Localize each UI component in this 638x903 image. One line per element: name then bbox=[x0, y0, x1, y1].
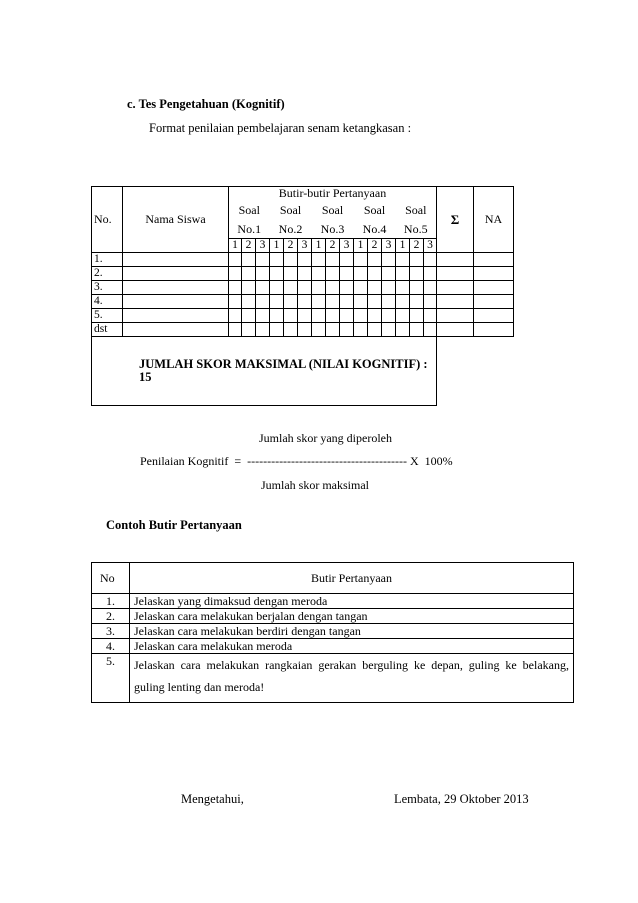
score-cell bbox=[424, 323, 437, 337]
blank-corner bbox=[437, 337, 514, 406]
score-cell bbox=[242, 253, 256, 267]
score-cell bbox=[326, 309, 340, 323]
score-cell bbox=[298, 281, 312, 295]
score-cell bbox=[382, 267, 396, 281]
score-cell bbox=[474, 295, 514, 309]
soal-5-label: Soal bbox=[396, 201, 437, 221]
formula-line bbox=[140, 454, 453, 469]
score-cell bbox=[123, 295, 229, 309]
score-cell bbox=[298, 295, 312, 309]
section-heading: c. Tes Pengetahuan (Kognitif) bbox=[127, 97, 285, 111]
score-cell bbox=[340, 267, 354, 281]
soal-1-number: No.1 bbox=[229, 221, 270, 239]
score-cell bbox=[396, 295, 410, 309]
footer-left: Mengetahui, bbox=[181, 792, 244, 806]
score-cell bbox=[437, 323, 474, 337]
table-row bbox=[92, 281, 514, 295]
score-cell bbox=[396, 323, 410, 337]
formula-denominator: Jumlah skor maksimal bbox=[261, 478, 369, 492]
score-cell bbox=[437, 309, 474, 323]
score-cell bbox=[312, 281, 326, 295]
score-cell bbox=[298, 323, 312, 337]
score-cell bbox=[256, 253, 270, 267]
score-cell bbox=[123, 281, 229, 295]
score-cell bbox=[123, 309, 229, 323]
row-number: dst bbox=[92, 323, 123, 337]
question-text: Jelaskan cara melakukan berdiri dengan tangan bbox=[130, 624, 574, 639]
question-row bbox=[92, 639, 574, 654]
subcol-label: 1 bbox=[354, 239, 368, 253]
assessment-table bbox=[91, 186, 514, 406]
score-cell bbox=[354, 309, 368, 323]
row-number: 3. bbox=[92, 281, 123, 295]
score-cell bbox=[326, 253, 340, 267]
score-cell bbox=[284, 323, 298, 337]
score-cell bbox=[368, 323, 382, 337]
question-row bbox=[92, 594, 574, 609]
subcol-label: 2 bbox=[326, 239, 340, 253]
score-cell bbox=[396, 309, 410, 323]
student-rows bbox=[92, 253, 514, 337]
score-cell bbox=[340, 309, 354, 323]
score-cell bbox=[354, 253, 368, 267]
score-cell bbox=[382, 253, 396, 267]
score-cell bbox=[312, 295, 326, 309]
score-cell bbox=[424, 267, 437, 281]
subcol-label: 1 bbox=[312, 239, 326, 253]
score-cell bbox=[368, 295, 382, 309]
subcol-label: 3 bbox=[256, 239, 270, 253]
question-row bbox=[92, 624, 574, 639]
question-number: 3. bbox=[92, 624, 130, 639]
score-cell bbox=[354, 295, 368, 309]
score-cell bbox=[242, 295, 256, 309]
soal-1-label: Soal bbox=[229, 201, 270, 221]
score-cell bbox=[284, 253, 298, 267]
score-cell bbox=[229, 295, 242, 309]
subcol-label: 2 bbox=[242, 239, 256, 253]
score-cell bbox=[123, 267, 229, 281]
score-cell bbox=[340, 281, 354, 295]
score-cell bbox=[437, 295, 474, 309]
subcol-label: 3 bbox=[424, 239, 437, 253]
score-cell bbox=[474, 309, 514, 323]
question-rows bbox=[92, 594, 574, 703]
score-cell bbox=[326, 267, 340, 281]
question-number: 4. bbox=[92, 639, 130, 654]
score-cell bbox=[410, 281, 424, 295]
score-cell bbox=[256, 295, 270, 309]
score-cell bbox=[123, 253, 229, 267]
question-text: Jelaskan cara melakukan rangkaian gerakan berguling ke depan, guling ke belakang, guling lenting dan meroda! bbox=[130, 654, 574, 703]
score-cell bbox=[424, 309, 437, 323]
score-cell bbox=[229, 323, 242, 337]
question-number: 2. bbox=[92, 609, 130, 624]
score-cell bbox=[284, 281, 298, 295]
score-cell bbox=[298, 267, 312, 281]
score-cell bbox=[474, 323, 514, 337]
score-cell bbox=[354, 267, 368, 281]
score-cell bbox=[368, 267, 382, 281]
question-number: 5. bbox=[92, 654, 130, 703]
subcol-label: 3 bbox=[340, 239, 354, 253]
table-row bbox=[92, 295, 514, 309]
score-cell bbox=[424, 295, 437, 309]
score-cell bbox=[312, 267, 326, 281]
score-cell bbox=[312, 323, 326, 337]
formula-numerator: Jumlah skor yang diperoleh bbox=[259, 431, 392, 445]
score-cell bbox=[410, 267, 424, 281]
score-cell bbox=[256, 281, 270, 295]
subcol-label: 2 bbox=[368, 239, 382, 253]
subcol-label: 3 bbox=[298, 239, 312, 253]
score-cell bbox=[410, 309, 424, 323]
q-col-question: Butir Pertanyaan bbox=[130, 563, 574, 594]
score-cell bbox=[368, 309, 382, 323]
score-cell bbox=[229, 267, 242, 281]
subcol-label: 1 bbox=[396, 239, 410, 253]
col-no-header: No. bbox=[92, 187, 123, 253]
soal-2-number: No.2 bbox=[270, 221, 312, 239]
score-cell bbox=[437, 267, 474, 281]
subcol-label: 2 bbox=[284, 239, 298, 253]
sigma-header: Σ bbox=[437, 187, 474, 253]
score-cell bbox=[382, 309, 396, 323]
row-number: 1. bbox=[92, 253, 123, 267]
score-cell bbox=[229, 253, 242, 267]
score-cell bbox=[354, 281, 368, 295]
score-cell bbox=[270, 309, 284, 323]
score-cell bbox=[340, 253, 354, 267]
soal-2-label: Soal bbox=[279, 203, 302, 217]
examples-title: Contoh Butir Pertanyaan bbox=[106, 518, 242, 532]
score-cell bbox=[474, 253, 514, 267]
score-cell bbox=[437, 281, 474, 295]
na-header: NA bbox=[474, 187, 514, 253]
score-cell bbox=[312, 253, 326, 267]
max-score-note: JUMLAH SKOR MAKSIMAL (NILAI KOGNITIF) : 15 bbox=[92, 337, 437, 406]
question-row bbox=[92, 609, 574, 624]
score-cell bbox=[437, 253, 474, 267]
formula-dashes: ---------------------------------------- bbox=[247, 454, 407, 468]
soal-4-number: No.4 bbox=[354, 221, 396, 239]
subcol-label: 1 bbox=[270, 239, 284, 253]
score-cell bbox=[270, 267, 284, 281]
q-col-no: No bbox=[92, 563, 130, 594]
score-cell bbox=[270, 323, 284, 337]
subcol-label: 3 bbox=[382, 239, 396, 253]
score-cell bbox=[242, 309, 256, 323]
subcol-label: 2 bbox=[410, 239, 424, 253]
score-cell bbox=[474, 267, 514, 281]
score-cell bbox=[368, 281, 382, 295]
score-cell bbox=[396, 281, 410, 295]
score-cell bbox=[284, 267, 298, 281]
question-text: Jelaskan yang dimaksud dengan meroda bbox=[130, 594, 574, 609]
soal-3-label: Soal bbox=[321, 203, 344, 217]
score-cell bbox=[256, 267, 270, 281]
col-name-header: Nama Siswa bbox=[123, 187, 229, 253]
score-cell bbox=[410, 323, 424, 337]
score-cell bbox=[284, 295, 298, 309]
score-cell bbox=[312, 309, 326, 323]
score-cell bbox=[326, 323, 340, 337]
score-cell bbox=[256, 309, 270, 323]
score-cell bbox=[270, 253, 284, 267]
formula-rhs: X 100% bbox=[406, 454, 453, 468]
score-cell bbox=[424, 281, 437, 295]
score-cell bbox=[242, 267, 256, 281]
score-cell bbox=[123, 323, 229, 337]
table-row bbox=[92, 267, 514, 281]
score-cell bbox=[340, 323, 354, 337]
score-cell bbox=[368, 253, 382, 267]
score-cell bbox=[382, 295, 396, 309]
table-row bbox=[92, 253, 514, 267]
score-cell bbox=[242, 281, 256, 295]
score-cell bbox=[382, 323, 396, 337]
table-row bbox=[92, 309, 514, 323]
question-text: Jelaskan cara melakukan meroda bbox=[130, 639, 574, 654]
score-cell bbox=[340, 295, 354, 309]
formula-lhs: Penilaian Kognitif = bbox=[140, 454, 248, 468]
questions-table bbox=[91, 562, 574, 703]
soal-3-number: No.3 bbox=[312, 221, 354, 239]
score-cell bbox=[382, 281, 396, 295]
score-cell bbox=[326, 295, 340, 309]
score-cell bbox=[242, 323, 256, 337]
score-cell bbox=[326, 281, 340, 295]
question-row bbox=[92, 654, 574, 703]
score-cell bbox=[474, 281, 514, 295]
soal-4-label: Soal bbox=[363, 203, 386, 217]
score-cell bbox=[284, 309, 298, 323]
row-number: 5. bbox=[92, 309, 123, 323]
score-cell bbox=[424, 253, 437, 267]
footer-right: Lembata, 29 Oktober 2013 bbox=[394, 792, 529, 806]
score-cell bbox=[256, 323, 270, 337]
soal-5-number: No.5 bbox=[396, 221, 437, 239]
score-cell bbox=[229, 309, 242, 323]
score-cell bbox=[396, 267, 410, 281]
score-cell bbox=[396, 253, 410, 267]
score-cell bbox=[229, 281, 242, 295]
question-text: Jelaskan cara melakukan berjalan dengan tangan bbox=[130, 609, 574, 624]
score-cell bbox=[298, 309, 312, 323]
score-cell bbox=[410, 295, 424, 309]
question-number: 1. bbox=[92, 594, 130, 609]
score-cell bbox=[354, 323, 368, 337]
row-number: 4. bbox=[92, 295, 123, 309]
score-cell bbox=[410, 253, 424, 267]
score-cell bbox=[270, 295, 284, 309]
score-cell bbox=[270, 281, 284, 295]
row-number: 2. bbox=[92, 267, 123, 281]
score-cell bbox=[298, 253, 312, 267]
table-row bbox=[92, 323, 514, 337]
subcol-label: 1 bbox=[229, 239, 242, 253]
group-header: Butir-butir Pertanyaan bbox=[229, 187, 437, 201]
section-intro: Format penilaian pembelajaran senam ketangkasan : bbox=[149, 121, 412, 135]
